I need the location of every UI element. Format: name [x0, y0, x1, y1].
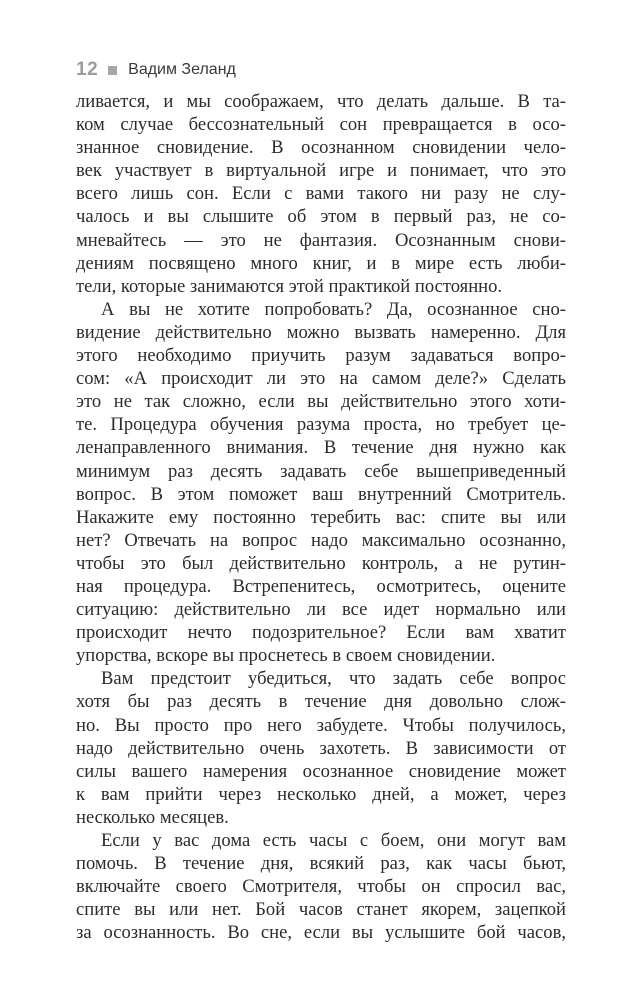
square-bullet-icon: [108, 66, 117, 75]
text-line: Накажите ему постоянно теребить вас: спите вы или: [76, 506, 566, 528]
paragraph: [76, 667, 566, 829]
text-line: ная процедура. Встрепенитесь, осмотритесь, оцените: [76, 575, 566, 597]
text-line: к вам прийти через несколько дней, а может, через: [76, 783, 566, 805]
text-line: несколько месяцев.: [76, 806, 229, 828]
text-line: происходит нечто подозрительное? Если вам хватит: [76, 622, 566, 644]
text-line: минимум раз десять задавать себе вышеприведенный: [76, 460, 566, 482]
text-line: знанное сновидение. В осознанном сновидении чело-: [76, 137, 566, 159]
text-line: дениям посвящено много книг, и в мире есть люби-: [76, 252, 566, 274]
author-name: Вадим Зеланд: [128, 61, 236, 78]
text-line: вопрос. В этом поможет ваш внутренний Смотритель.: [76, 483, 566, 505]
text-line: ленаправленного внимания. В течение дня нужно как: [76, 437, 566, 459]
text-line: силы вашего намерения осознанное сновидение может: [76, 760, 566, 782]
paragraph: [76, 829, 566, 944]
text-line: чалось и вы слышите об этом в первый раз, не со-: [76, 206, 566, 228]
running-head: [76, 59, 236, 81]
text-line: это не так сложно, если вы действительно этого хоти-: [76, 391, 566, 413]
text-line: включайте своего Смотрителя, чтобы он спросил вас,: [76, 876, 566, 898]
text-line: ком случае бессознательный сон превращается в осо-: [76, 114, 566, 136]
text-line: мневайтесь — это не фантазия. Осознанным снови-: [76, 229, 566, 251]
text-line: но. Вы просто про него забудете. Чтобы получилось,: [76, 714, 566, 736]
body-text: [76, 90, 566, 944]
text-line: видение действительно можно вызвать намеренно. Для: [76, 321, 566, 343]
text-line: упорства, вскоре вы проснетесь в своем сновидении.: [76, 645, 496, 667]
paragraph: [76, 90, 566, 298]
text-line: этого необходимо приучить разум задаваться вопро-: [76, 345, 566, 367]
text-line: нет? Отвечать на вопрос надо максимально осознанно,: [76, 529, 566, 551]
text-line: тели, которые занимаются этой практикой постоянно.: [76, 275, 503, 297]
text-line: спите вы или нет. Бой часов станет якорем, зацепкой: [76, 899, 566, 921]
text-line: век участвует в виртуальной игре и понимает, что это: [76, 160, 566, 182]
text-line: надо действительно очень захотеть. В зависимости от: [76, 737, 566, 759]
text-line: Вам предстоит убедиться, что задать себе вопрос: [101, 668, 566, 690]
text-line: всего лишь сон. Если с вами такого ни разу не слу-: [76, 183, 566, 205]
paragraph: [76, 298, 566, 668]
text-line: те. Процедура обучения разума проста, но требует це-: [76, 414, 566, 436]
page-number: 12: [76, 59, 99, 80]
text-line: помочь. В течение дня, всякий раз, как часы бьют,: [76, 853, 566, 875]
text-line: чтобы это был действительно контроль, а не рутин-: [76, 552, 566, 574]
text-line: сом: «А происходит ли это на самом деле?» Сделать: [76, 368, 566, 390]
text-line: Если у вас дома есть часы с боем, они могут вам: [101, 830, 566, 851]
text-line: А вы не хотите попробовать? Да, осознанное сно-: [101, 298, 566, 320]
text-line: ситуацию: действительно ли все идет нормально или: [76, 599, 566, 621]
text-line: хотя бы раз десять в течение дня довольно слож-: [76, 691, 566, 713]
text-line: ливается, и мы соображаем, что делать дальше. В та-: [76, 91, 566, 112]
text-line: за осознанность. Во сне, если вы услышите бой часов,: [76, 922, 566, 944]
